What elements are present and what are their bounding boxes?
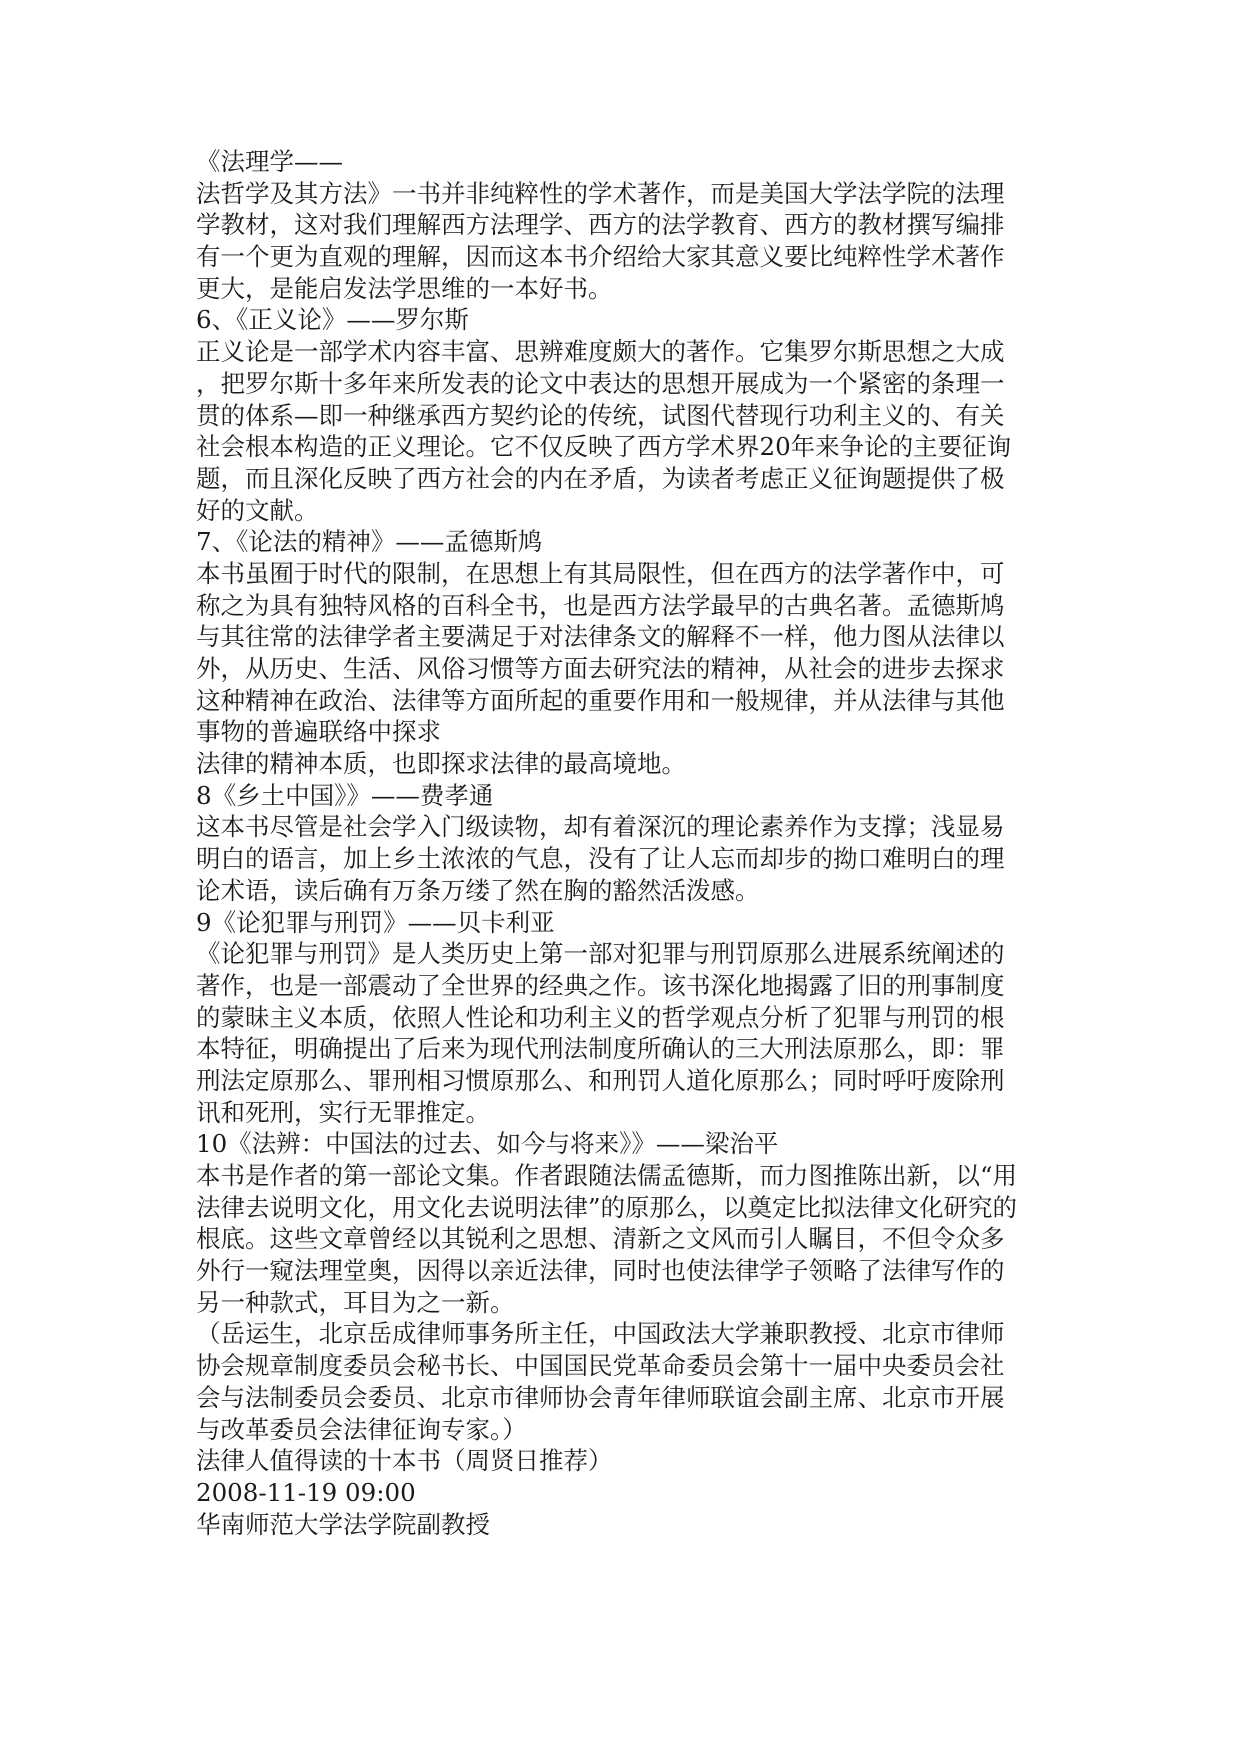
document-body: [196, 146, 1036, 1540]
text-line: 有一个更为直观的理解，因而这本书介绍给大家其意义要比纯粹性学术著作: [196, 242, 1005, 272]
text-line: ，把罗尔斯十多年来所发表的论文中表达的思想开展成为一个紧密的条理一: [196, 368, 1005, 398]
text-line: 根底。这些文章曾经以其锐利之思想、清新之文风而引人瞩目，不但令众多: [196, 1224, 1005, 1254]
text-line: 法律的精神本质，也即探求法律的最高境地。: [196, 749, 686, 779]
text-line: 著作，也是一部震动了全世界的经典之作。该书深化地揭露了旧的刑事制度: [196, 970, 1005, 1000]
text-line: 法律去说明文化，用文化去说明法律”的原那么，以奠定比拟法律文化研究的: [196, 1192, 1018, 1222]
text-line: 讯和死刑，实行无罪推定。: [196, 1097, 490, 1127]
text-line: 称之为具有独特风格的百科全书，也是西方法学最早的古典名著。孟德斯鸠: [196, 590, 1005, 620]
author-affiliation: 华南师范大学法学院副教授: [196, 1509, 490, 1539]
text-line: 会与法制委员会委员、北京市律师协会青年律师联谊会副主席、北京市开展: [196, 1382, 1005, 1412]
text-line: 与其往常的法律学者主要满足于对法律条文的解释不一样，他力图从法律以: [196, 622, 1005, 652]
text-line: 本书是作者的第一部论文集。作者跟随法儒孟德斯，而力图推陈出新，以“用: [196, 1161, 1018, 1190]
text-line: 事物的普遍联络中探求: [196, 717, 441, 747]
section-heading: 9《论犯罪与刑罚》——贝卡利亚: [196, 907, 555, 937]
article-date: 2008-11-19 09:00: [196, 1477, 416, 1507]
text-line: 的蒙昧主义本质，依照人性论和功利主义的哲学观点分析了犯罪与刑罚的根: [196, 1002, 1005, 1032]
section-heading: 7、《论法的精神》——孟德斯鸠: [196, 527, 543, 557]
text-line: 社会根本构造的正义理论。它不仅反映了西方学术界20年来争论的主要征询: [196, 432, 1012, 462]
text-line: 另一种款式，耳目为之一新。: [196, 1287, 515, 1317]
text-line: 法哲学及其方法》一书并非纯粹性的学术著作，而是美国大学法学院的法理: [196, 178, 1005, 208]
text-line: 本特征，明确提出了后来为现代刑法制度所确认的三大刑法原那么，即：罪: [196, 1034, 1005, 1064]
text-line: 论术语，读后确有万条万缕了然在胸的豁然活泼感。: [196, 875, 760, 905]
text-line: 本书虽囿于时代的限制，在思想上有其局限性，但在西方的法学著作中，可: [196, 558, 1005, 588]
text-line: 更大，是能启发法学思维的一本好书。: [196, 273, 613, 303]
text-line: 协会规章制度委员会秘书长、中国国民党革命委员会第十一届中央委员会社: [196, 1351, 1005, 1381]
text-line: 《法理学——: [196, 147, 343, 176]
text-line: 正义论是一部学术内容丰富、思辨难度颇大的著作。它集罗尔斯思想之大成: [196, 337, 1005, 367]
text-line: 题，而且深化反映了西方社会的内在矛盾，为读者考虑正义征询题提供了极: [196, 463, 1005, 493]
text-line: （岳运生，北京岳成律师事务所主任，中国政法大学兼职教授、北京市律师: [196, 1319, 1005, 1349]
text-line: 学教材，这对我们理解西方法理学、西方的法学教育、西方的教材撰写编排: [196, 210, 1005, 240]
text-line: 这种精神在政治、法律等方面所起的重要作用和一般规律，并从法律与其他: [196, 685, 1005, 715]
section-heading: 8《乡土中国》》——费孝通: [196, 780, 494, 810]
text-line: 外行一窥法理堂奥，因得以亲近法律，同时也使法律学子领略了法律写作的: [196, 1256, 1005, 1286]
text-line: 这本书尽管是社会学入门级读物，却有着深沉的理论素养作为支撑；浅显易: [196, 812, 1005, 842]
text-line: 贯的体系—即一种继承西方契约论的传统，试图代替现行功利主义的、有关: [196, 400, 1005, 430]
article-title: 法律人值得读的十本书（周贤日推荐）: [196, 1446, 613, 1476]
text-line: 外，从历史、生活、风俗习惯等方面去研究法的精神，从社会的进步去探求: [196, 654, 1005, 683]
text-line: 《论犯罪与刑罚》是人类历史上第一部对犯罪与刑罚原那么进展系统阐述的: [196, 939, 1005, 969]
text-line: 刑法定原那么、罪刑相习惯原那么、和刑罚人道化原那么；同时呼吁废除刑: [196, 1065, 1005, 1095]
text-line: 好的文献。: [196, 495, 319, 525]
text-line: 与改革委员会法律征询专家。）: [196, 1414, 527, 1444]
text-line: 明白的语言，加上乡土浓浓的气息，没有了让人忘而却步的拗口难明白的理: [196, 844, 1005, 874]
section-heading: 10《法辨：中国法的过去、如今与将来》》——梁治平: [196, 1129, 779, 1159]
section-heading: 6、《正义论》——罗尔斯: [196, 305, 469, 335]
